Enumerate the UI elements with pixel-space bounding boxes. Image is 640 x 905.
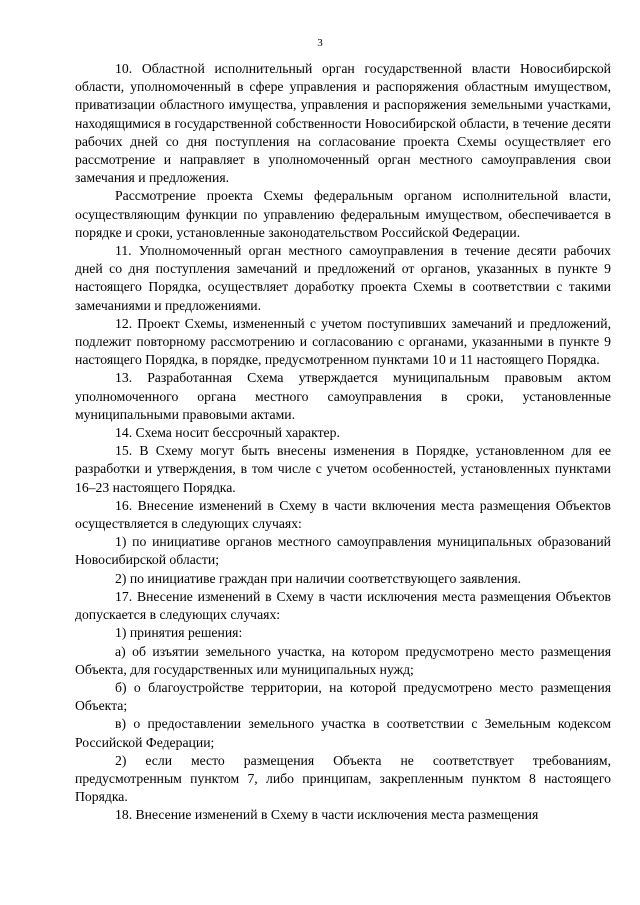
paragraph-17-item-1a: а) об изъятии земельного участка, на котором предусмотрено место размещения Объекта, для государственных или муниципальных нужд; (75, 643, 611, 677)
paragraph-12: 12. Проект Схемы, измененный с учетом поступивших замечаний и предложений, подлежит повторному рассмотрению и согласованию с органами, указанными в пункте 9 настоящего Порядка, в порядке, предусмотренном пунктами 10 и 11 настоящего Порядка. (75, 315, 611, 368)
page-number: 3 (317, 37, 323, 49)
paragraph-13: 13. Разработанная Схема утверждается муниципальным правовым актом уполномоченного органа местного самоуправления в сроки, установленные муниципальными правовыми актами. (75, 370, 611, 422)
paragraph-11: 11. Уполномоченный орган местного самоуправления в течение десяти рабочих дней со дня поступления замечаний и предложений от органов, указанных в пункте 9 настоящего Порядка, осуществляет доработку проекта Схемы в соответствии с такими замечаниями и предложениями. (75, 243, 611, 313)
paragraph-16-item-2: 2) по инициативе граждан при наличии соответствующего заявления. (115, 570, 522, 586)
paragraph-15: 15. В Схему могут быть внесены изменения в Порядке, установленном для ее разработки и утверждения, в том числе с учетом особенностей, установленных пунктами 16–23 настоящего Порядка. (75, 443, 611, 495)
paragraph-14: 14. Схема носит бессрочный характер. (115, 425, 340, 441)
paragraph-17-item-1v: в) о предоставлении земельного участка в соответствии с Земельным кодексом Российской Федерации; (75, 716, 611, 750)
paragraph-10: 10. Областной исполнительный орган государственной власти Новосибирской области, уполномоченный в сфере управления и распоряжения областным имуществом, приватизации областного имущества, управления и распоряжения земельными участками, находящимися в государственной собственности Новосибирской области, в течение десяти рабочих дней со дня поступления на согласование проекта Схемы осуществляет его рассмотрение и направляет в уполномоченный орган местного самоуправления свои замечания и предложения. (75, 61, 611, 186)
paragraph-federal-review: Рассмотрение проекта Схемы федеральным органом исполнительной власти, осуществляющим функции по управлению федеральным имуществом, обеспечивается в порядке и сроки, установленные законодательством Российской Федерации. (75, 188, 611, 240)
document-body (75, 60, 611, 825)
paragraph-17-item-1b: б) о благоустройстве территории, на которой предусмотрено место размещения Объекта; (75, 679, 611, 714)
paragraph-16: 16. Внесение изменений в Схему в части включения места размещения Объектов осуществляется в следующих случаях: (75, 497, 611, 532)
paragraph-17-item-1: 1) принятия решения: (115, 625, 243, 641)
paragraph-17: 17. Внесение изменений в Схему в части исключения места размещения Объектов допускается в следующих случаях: (75, 588, 611, 623)
paragraph-18: 18. Внесение изменений в Схему в части исключения места размещения (115, 807, 539, 823)
paragraph-17-item-2: 2) если место размещения Объекта не соответствует требованиям, предусмотренным пунктом 7, либо принципам, закрепленным пунктом 8 настоящего Порядка. (75, 752, 611, 805)
paragraph-16-item-1: 1) по инициативе органов местного самоуправления муниципальных образований Новосибирской области; (75, 534, 611, 568)
